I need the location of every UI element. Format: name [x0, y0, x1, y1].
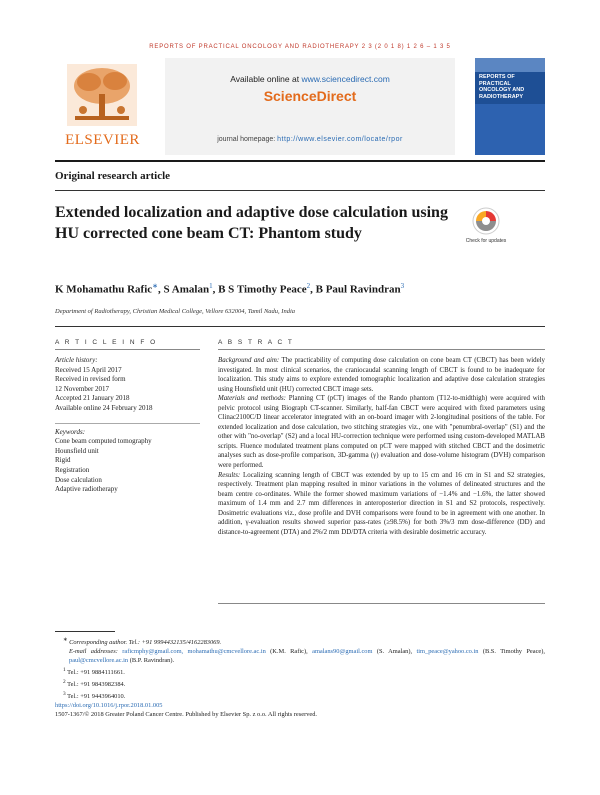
homepage-prefix: journal homepage: [217, 136, 276, 143]
abstract-heading: A B S T R A C T [218, 339, 294, 346]
abstract-methods [218, 394, 545, 470]
available-online-line [165, 74, 455, 84]
journal-info-block [165, 58, 455, 155]
check-for-updates-label[interactable]: Check for updates [465, 238, 507, 244]
footnote-marker: 1 [63, 666, 66, 673]
journal-homepage-link[interactable]: http://www.elsevier.com/locate/rpor [277, 136, 403, 143]
article-type-divider [55, 190, 545, 191]
email-addresses-note [55, 648, 545, 666]
tel-note [55, 666, 545, 678]
abstract-body [218, 356, 545, 537]
history-item: Accepted 21 January 2018 [55, 394, 130, 403]
keyword-item: Adaptive radiotherapy [55, 485, 118, 494]
footnote-marker: 3 [63, 690, 66, 697]
author-footnote-marker[interactable]: 3 [400, 282, 405, 290]
email-link[interactable]: raficmphy@gmail.com, mohamathu@cmcvellore.ac.in [122, 648, 266, 656]
abstract-section-label: Results: [218, 471, 241, 479]
email-owner: (B.P. Ravindran). [128, 656, 175, 664]
keyword-item: Rigid [55, 456, 71, 465]
footnote-divider [55, 631, 115, 632]
article-type: Original research article [55, 170, 171, 182]
article-info-divider [55, 349, 200, 350]
abstract-section-text: The practicability of computing dose calculation on cone beam CT (CBCT) has been widely investigated. In most clinical scenarios, the craniocaudal scanning length of CBCT is found to be inadequate for localization. This study aims to explore extended tomographic localization and adaptive dose calculation strategies using Hounsfield unit (HU) corrected CBCT image sets. [218, 357, 545, 393]
tel-note [55, 678, 545, 690]
footnote-marker: ∗ [63, 637, 68, 643]
abstract-bottom-divider [218, 603, 545, 604]
elsevier-wordmark: ELSEVIER [65, 132, 140, 148]
author-name: S Amalan [163, 283, 210, 296]
tel-text: Tel.: +91 9843982384. [67, 681, 126, 688]
abstract-section-label: Materials and methods: [218, 395, 286, 403]
elsevier-tree-icon [67, 64, 137, 126]
keywords-label: Keywords: [55, 427, 86, 436]
email-label: E-mail addresses: [69, 648, 118, 656]
sciencedirect-url-link[interactable]: www.sciencedirect.com [301, 74, 390, 84]
footnote-marker: 2 [63, 678, 66, 685]
author-name: B Paul Ravindran [315, 283, 401, 296]
available-prefix: Available online at [230, 74, 300, 84]
doi-link[interactable]: https://doi.org/10.1016/j.rpor.2018.01.005 [55, 701, 163, 709]
footnotes [55, 636, 545, 720]
tel-text: Tel.: +91 9443964010. [67, 693, 126, 701]
abstract-results [218, 471, 545, 538]
keyword-item: Dose calculation [55, 475, 102, 484]
author-footnote-marker[interactable]: 1 [209, 282, 213, 290]
history-item: Received in revised form [55, 375, 126, 384]
elsevier-logo [55, 58, 150, 150]
keyword-item: Cone beam computed tomography [55, 437, 152, 446]
corresponding-author-text: Corresponding author. Tel.: +91 9994432135/4162283069. [69, 639, 222, 647]
check-for-updates-icon[interactable] [472, 207, 500, 235]
abstract-section-text: Localizing scanning length of CBCT was extended by up to 15 cm and 16 cm in S1 and S2 strategies, respectively. Treatment plan mapping resulted in minor variations in the volumes of delineated structures and the beam centre co-ordinates. While the former showed maximum variations of −1.4% and −1.6%, the latter showed maximum of 1.4 mm and 2.7 mm differences in anteroposterior direction in S1 and S2 protocols, respectively. Dosimetric evaluations viz., dose profile and DVH comparisons were found to be in agreement with one another. In addition, γ-evaluation results showed superior pass-rates (≥98.5%) for both 3%/3 mm dose-difference (DD) and distance-to-agreement (DTA) and 2%/2 mm DD/DTA criteria with desirable dosimetric accuracy. [218, 471, 545, 536]
author-footnote-marker[interactable]: ∗ [152, 282, 159, 290]
author-name: B S Timothy Peace [218, 283, 307, 296]
article-title: Extended localization and adaptive dose calculation using HU corrected cone beam CT: Phantom study [55, 204, 448, 242]
journal-citation-line: REPORTS OF PRACTICAL ONCOLOGY AND RADIOTHERAPY 2 3 (2 0 1 8) 1 2 6 – 1 3 5 [149, 44, 451, 50]
author-footnote-marker[interactable]: 2 [306, 282, 311, 290]
article-info-panel [55, 356, 205, 495]
journal-cover-image [475, 58, 545, 155]
email-link[interactable]: paul@cmcvellore.ac.in [69, 656, 129, 664]
journal-homepage-line [165, 136, 455, 143]
article-history-label: Article history: [55, 356, 98, 364]
author-name: K Mohamathu Rafic [55, 283, 153, 296]
email-owner: (K.M. Rafic), [265, 648, 313, 656]
email-owner: (S. Amalan), [372, 648, 417, 656]
email-link[interactable]: amalans90@gmail.com [312, 648, 373, 656]
corresponding-author-note [55, 636, 545, 648]
sciencedirect-logo: ScienceDirect [263, 88, 357, 104]
email-link[interactable]: tim_peace@yahoo.co.in [416, 648, 479, 656]
tel-text: Tel.: +91 9884111661. [67, 668, 125, 676]
cover-title: REPORTS OF PRACTICAL ONCOLOGY AND RADIOTHERAPY [479, 74, 525, 100]
masthead-divider [55, 160, 545, 162]
email-owner: (B.S. Timothy Peace), [478, 648, 545, 656]
author-list: K Mohamathu Rafic∗, S Amalan$^1$, B S Timothy Peace$^2$, B Paul Ravindran$^3$ [55, 282, 405, 296]
keyword-item: Hounsfield unit [55, 446, 99, 455]
history-item: Received 15 April 2017 [55, 365, 122, 374]
abstract-section-label: Background and aim: [218, 357, 280, 364]
tel-note [55, 690, 545, 702]
masthead [55, 58, 545, 155]
cover-artwork [475, 104, 545, 155]
affiliation: Department of Radiotherapy, Christian Medical College, Vellore 632004, Tamil Nadu, India [55, 308, 296, 315]
copyright-line: 1507-1367/© 2018 Greater Poland Cancer Centre. Published by Elsevier Sp. z o.o. All rights reserved. [55, 710, 318, 718]
keywords-divider [55, 423, 200, 424]
abstract-section-text: Planning CT (pCT) images of the Rando phantom (T12-to-midthigh) were acquired with pelvic protocol using Biograph CT-scanner. Similarly, half-fan CBCT were acquired with fixed parameters using Clinac2100C/D linear accelerator integrated with an on-board imager with 2-longitudinal positions of the table. For extended localization and dose calculation, two stitching strategies viz., one with "penumbral-overlap" (S1) and the other with "no-overlap" (S2) and a local HU-correction technique were performed using custom-developed MATLAB scripts. Fluence modulated treatment plans computed on pCT were mapped with stitched CBCT and the dosimetric analyses such as dose-profile comparison, 3D-gamma (γ) evaluation and dose-volume histogram (DVH) comparison were performed. [218, 395, 545, 470]
abstract-divider [218, 349, 545, 350]
history-item: Available online 24 February 2018 [55, 403, 153, 412]
keyword-item: Registration [55, 465, 90, 474]
header-divider [55, 326, 545, 327]
history-item: 12 November 2017 [55, 384, 110, 393]
abstract-background [218, 356, 545, 394]
article-info-heading: A R T I C L E I N F O [55, 339, 158, 346]
cover-band [475, 58, 545, 72]
